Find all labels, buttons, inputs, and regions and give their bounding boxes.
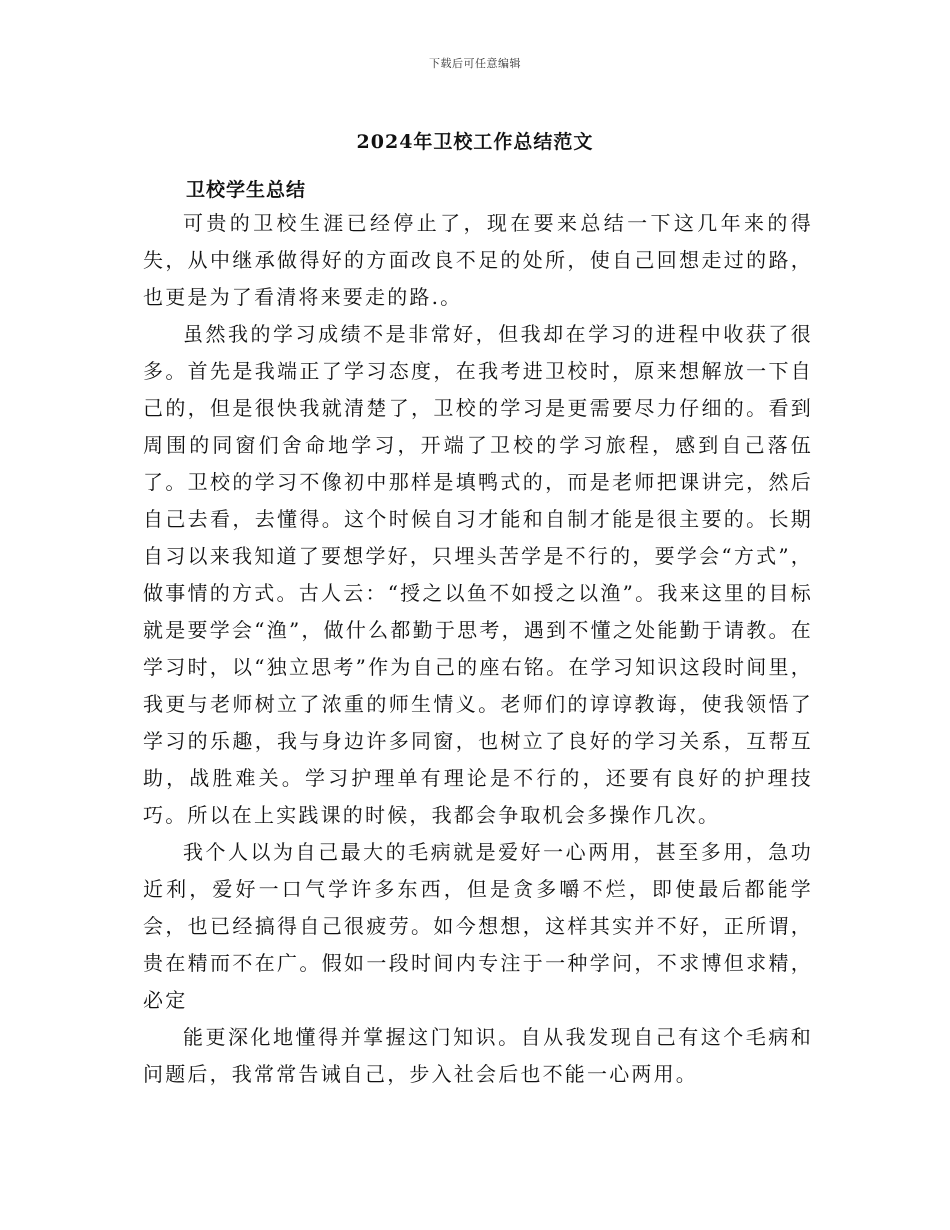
paragraph: 虽然我的学习成绩不是非常好，但我却在学习的进程中收获了很多。首先是我端正了学习态度，在我考进卫校时，原来想解放一下自己的，但是很快我就清楚了，卫校的学习是更需要尽力仔细的。看到周围的同窗们舍命地学习，开端了卫校的学习旅程，感到自己落伍了。卫校的学习不像初中那样是填鸭式的，而是老师把课讲完，然后自己去看，去懂得。这个时候自习才能和自制才能是很主要的。长期自习以来我知道了要想学好，只埋头苦学是不行的，要学会“方式”，做事情的方式。古人云：“授之以鱼不如授之以渔”。我来这里的目标就是要学会“渔”，做什么都勤于思考，遇到不懂之处能勤于请教。在学习时，以“独立思考”作为自己的座右铭。在学习知识这段时间里，我更与老师树立了浓重的师生情义。老师们的谆谆教诲，使我领悟了学习的乐趣，我与身边许多同窗，也树立了良好的学习关系，互帮互助，战胜难关。学习护理单有理论是不行的，还要有良好的护理技巧。所以在上实践课的时候，我都会争取机会多操作几次。 — [143, 322, 813, 827]
paragraph: 我个人以为自己最大的毛病就是爱好一心两用，甚至多用，急功近利，爱好一口气学许多东西，但是贪多嚼不烂，即使最后都能学会，也已经搞得自己很疲劳。如今想想，这样其实并不好，正所谓，贵在精而不在广。假如一段时间内专注于一种学问，不求博但求精，必定 — [143, 840, 813, 1012]
document-body — [143, 205, 813, 1093]
paragraph: 能更深化地懂得并掌握这门知识。自从我发现自己有这个毛病和问题后，我常常告诫自己，步入社会后也不能一心两用。 — [143, 1025, 813, 1086]
header-note: 下载后可任意编辑 — [429, 57, 521, 70]
document-title: 2024年卫校工作总结范文 — [356, 131, 594, 153]
section-heading: 卫校学生总结 — [186, 179, 307, 201]
paragraph: 可贵的卫校生涯已经停止了，现在要来总结一下这几年来的得失，从中继承做得好的方面改良不足的处所，使自己回想走过的路，也更是为了看清将来要走的路.。 — [143, 211, 813, 309]
